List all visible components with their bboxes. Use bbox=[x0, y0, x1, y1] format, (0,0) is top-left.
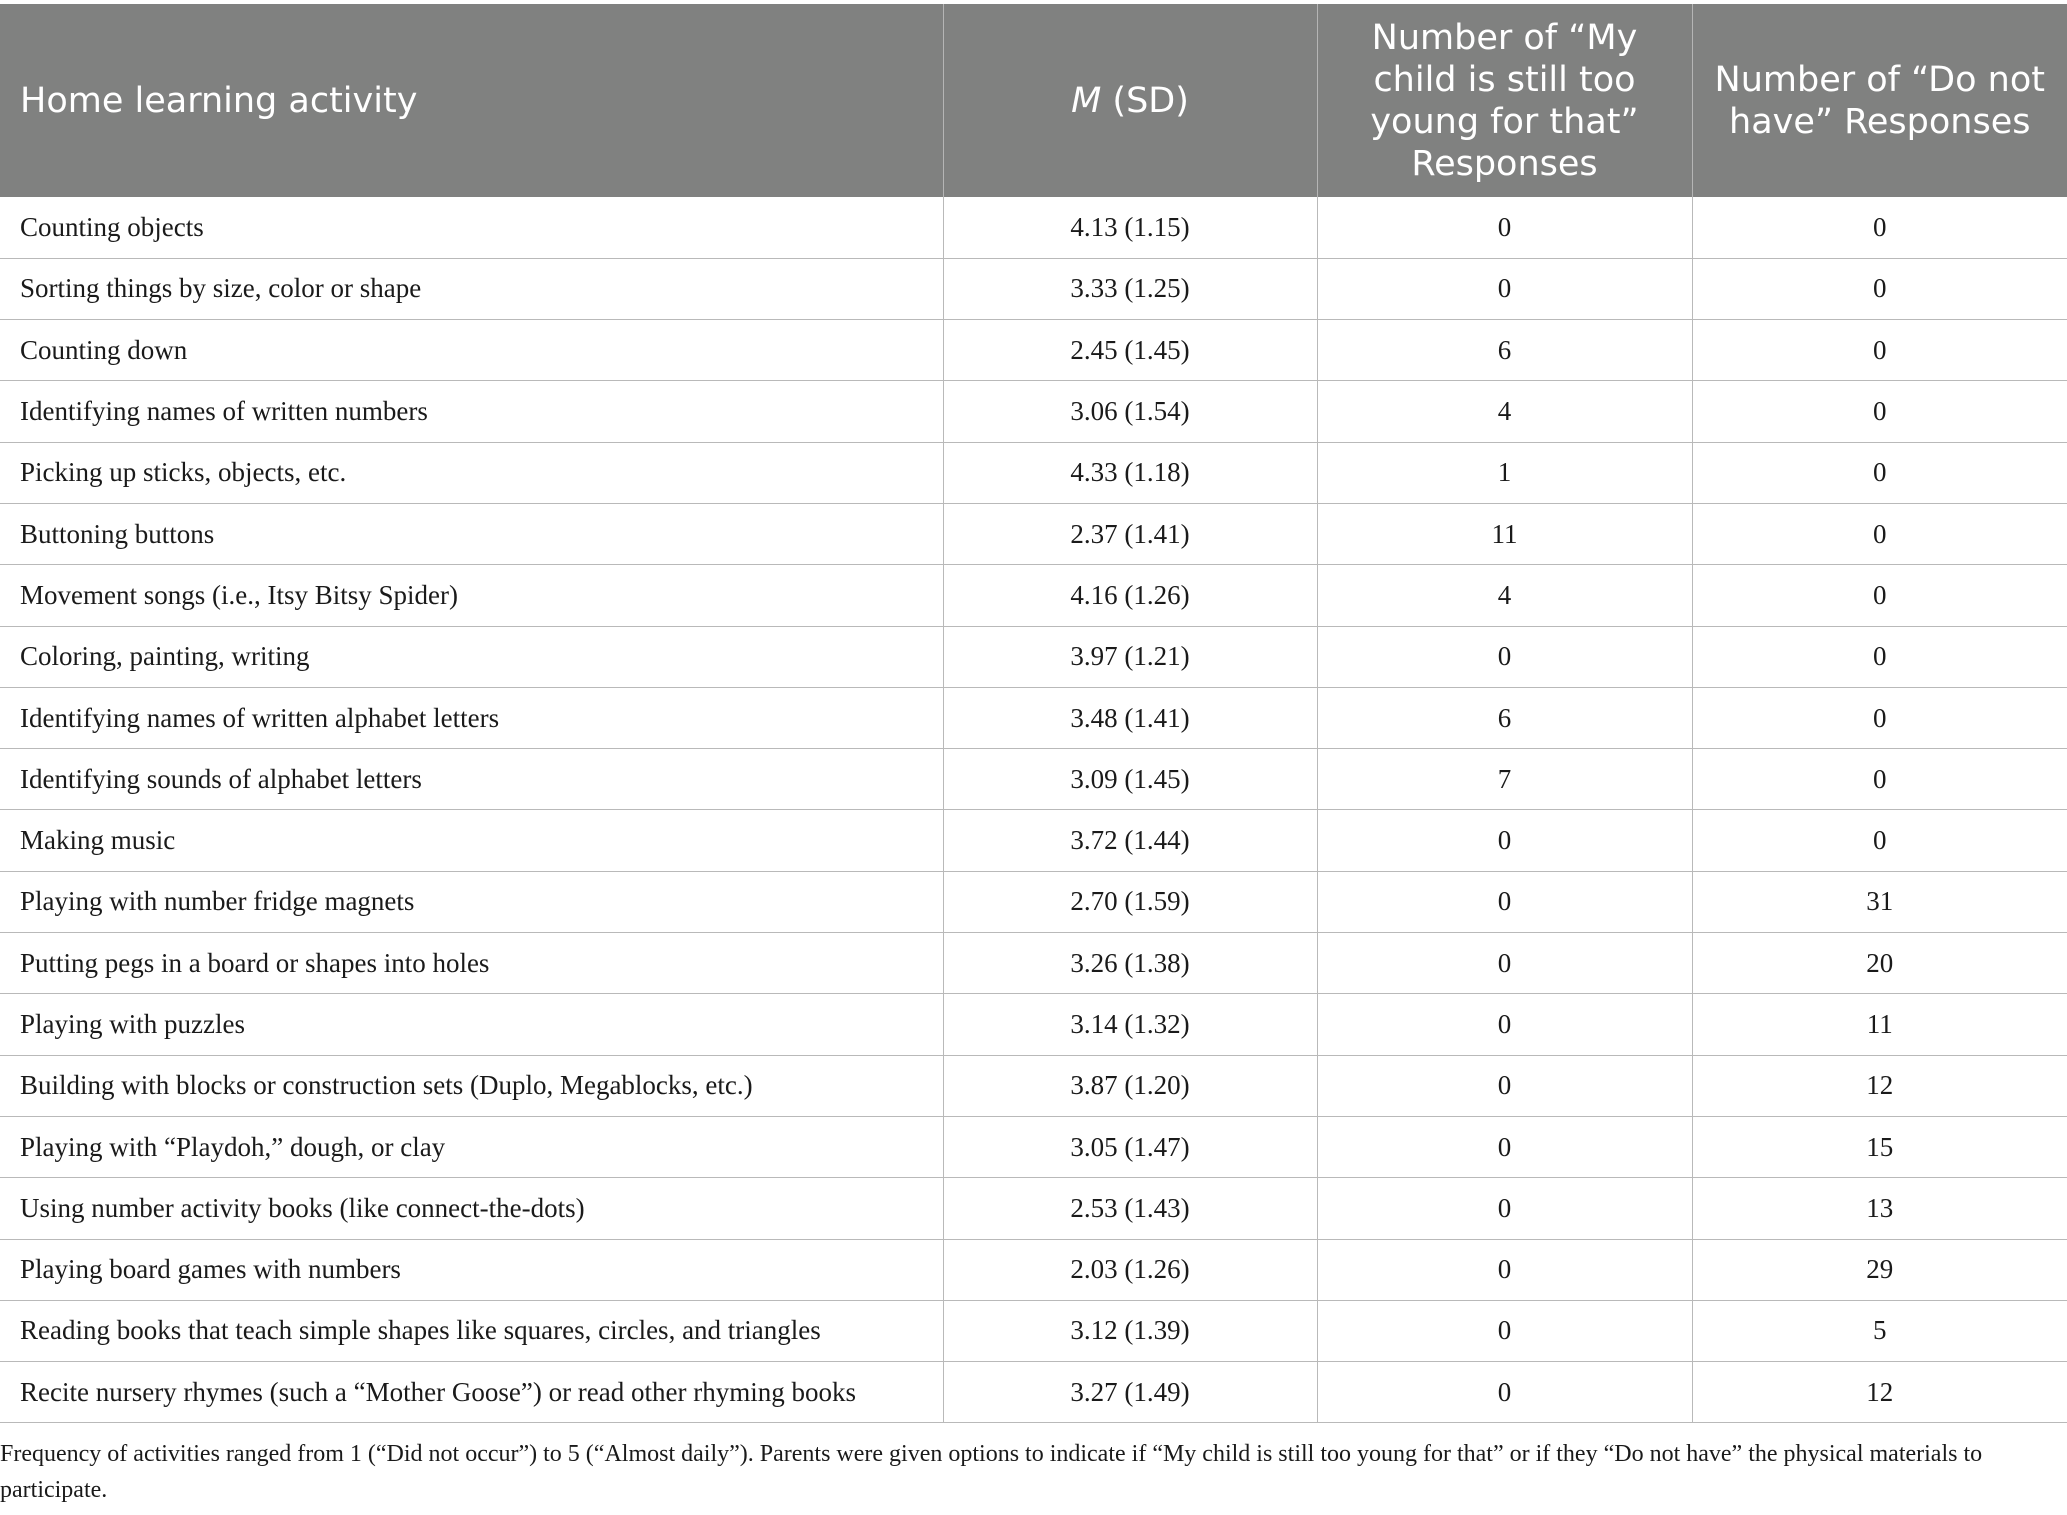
activity-cell: Building with blocks or construction sets (Duplo, Megablocks, etc.) bbox=[0, 1055, 943, 1116]
table-row bbox=[0, 810, 2067, 871]
mean-sd-cell: 3.06 (1.54) bbox=[943, 381, 1317, 442]
too-young-count-cell: 0 bbox=[1317, 1239, 1692, 1300]
mean-sd-cell: 3.97 (1.21) bbox=[943, 626, 1317, 687]
table-row bbox=[0, 503, 2067, 564]
activity-cell: Playing board games with numbers bbox=[0, 1239, 943, 1300]
activity-cell: Sorting things by size, color or shape bbox=[0, 258, 943, 319]
header-do-not-have: Number of “Do not have” Responses bbox=[1692, 4, 2067, 197]
table-row bbox=[0, 626, 2067, 687]
activity-cell: Putting pegs in a board or shapes into holes bbox=[0, 933, 943, 994]
table-row bbox=[0, 381, 2067, 442]
header-row bbox=[0, 4, 2067, 197]
table-row bbox=[0, 687, 2067, 748]
table-row bbox=[0, 933, 2067, 994]
do-not-have-count-cell: 0 bbox=[1692, 197, 2067, 258]
activity-table bbox=[0, 4, 2067, 1423]
table-row bbox=[0, 1116, 2067, 1177]
table-row bbox=[0, 258, 2067, 319]
too-young-count-cell: 0 bbox=[1317, 871, 1692, 932]
do-not-have-count-cell: 15 bbox=[1692, 1116, 2067, 1177]
table-row bbox=[0, 994, 2067, 1055]
table-container bbox=[0, 4, 2067, 1423]
mean-sd-cell: 3.27 (1.49) bbox=[943, 1362, 1317, 1423]
activity-cell: Using number activity books (like connect-the-dots) bbox=[0, 1178, 943, 1239]
table-row bbox=[0, 749, 2067, 810]
too-young-count-cell: 0 bbox=[1317, 1116, 1692, 1177]
activity-cell: Playing with number fridge magnets bbox=[0, 871, 943, 932]
activity-cell: Counting down bbox=[0, 320, 943, 381]
activity-cell: Playing with puzzles bbox=[0, 994, 943, 1055]
too-young-count-cell: 0 bbox=[1317, 1362, 1692, 1423]
too-young-count-cell: 0 bbox=[1317, 810, 1692, 871]
activity-cell: Coloring, painting, writing bbox=[0, 626, 943, 687]
mean-sd-cell: 2.45 (1.45) bbox=[943, 320, 1317, 381]
do-not-have-count-cell: 0 bbox=[1692, 503, 2067, 564]
mean-sd-cell: 4.16 (1.26) bbox=[943, 565, 1317, 626]
table-row bbox=[0, 565, 2067, 626]
too-young-count-cell: 6 bbox=[1317, 320, 1692, 381]
mean-sd-cell: 4.13 (1.15) bbox=[943, 197, 1317, 258]
do-not-have-count-cell: 31 bbox=[1692, 871, 2067, 932]
activity-cell: Buttoning buttons bbox=[0, 503, 943, 564]
activity-cell: Identifying sounds of alphabet letters bbox=[0, 749, 943, 810]
table-row bbox=[0, 197, 2067, 258]
do-not-have-count-cell: 0 bbox=[1692, 381, 2067, 442]
mean-sd-cell: 2.70 (1.59) bbox=[943, 871, 1317, 932]
too-young-count-cell: 4 bbox=[1317, 565, 1692, 626]
too-young-count-cell: 4 bbox=[1317, 381, 1692, 442]
do-not-have-count-cell: 0 bbox=[1692, 626, 2067, 687]
activity-cell: Playing with “Playdoh,” dough, or clay bbox=[0, 1116, 943, 1177]
mean-sd-cell: 3.05 (1.47) bbox=[943, 1116, 1317, 1177]
do-not-have-count-cell: 29 bbox=[1692, 1239, 2067, 1300]
activity-cell: Counting objects bbox=[0, 197, 943, 258]
do-not-have-count-cell: 0 bbox=[1692, 749, 2067, 810]
table-row bbox=[0, 1239, 2067, 1300]
too-young-count-cell: 11 bbox=[1317, 503, 1692, 564]
table-body bbox=[0, 197, 2067, 1423]
header-activity: Home learning activity bbox=[0, 4, 943, 197]
too-young-count-cell: 0 bbox=[1317, 1055, 1692, 1116]
too-young-count-cell: 0 bbox=[1317, 197, 1692, 258]
do-not-have-count-cell: 12 bbox=[1692, 1362, 2067, 1423]
table-row bbox=[0, 871, 2067, 932]
do-not-have-count-cell: 11 bbox=[1692, 994, 2067, 1055]
table-row bbox=[0, 1362, 2067, 1423]
too-young-count-cell: 0 bbox=[1317, 1300, 1692, 1361]
mean-sd-cell: 3.09 (1.45) bbox=[943, 749, 1317, 810]
activity-cell: Picking up sticks, objects, etc. bbox=[0, 442, 943, 503]
do-not-have-count-cell: 12 bbox=[1692, 1055, 2067, 1116]
mean-sd-cell: 3.14 (1.32) bbox=[943, 994, 1317, 1055]
mean-sd-cell: 2.37 (1.41) bbox=[943, 503, 1317, 564]
table-row bbox=[0, 1178, 2067, 1239]
do-not-have-count-cell: 0 bbox=[1692, 565, 2067, 626]
table-row bbox=[0, 1300, 2067, 1361]
mean-sd-cell: 3.12 (1.39) bbox=[943, 1300, 1317, 1361]
header-too-young: Number of “My child is still too young for that” Responses bbox=[1317, 4, 1692, 197]
header-sd-label: (SD) bbox=[1101, 80, 1189, 121]
do-not-have-count-cell: 0 bbox=[1692, 810, 2067, 871]
do-not-have-count-cell: 5 bbox=[1692, 1300, 2067, 1361]
do-not-have-count-cell: 0 bbox=[1692, 687, 2067, 748]
mean-sd-cell: 3.72 (1.44) bbox=[943, 810, 1317, 871]
table-row bbox=[0, 320, 2067, 381]
mean-sd-cell: 3.48 (1.41) bbox=[943, 687, 1317, 748]
activity-cell: Reading books that teach simple shapes like squares, circles, and triangles bbox=[0, 1300, 943, 1361]
too-young-count-cell: 1 bbox=[1317, 442, 1692, 503]
header-mean-sd bbox=[943, 4, 1317, 197]
too-young-count-cell: 0 bbox=[1317, 994, 1692, 1055]
too-young-count-cell: 0 bbox=[1317, 1178, 1692, 1239]
activity-cell: Movement songs (i.e., Itsy Bitsy Spider) bbox=[0, 565, 943, 626]
too-young-count-cell: 0 bbox=[1317, 626, 1692, 687]
activity-cell: Identifying names of written numbers bbox=[0, 381, 943, 442]
do-not-have-count-cell: 0 bbox=[1692, 320, 2067, 381]
do-not-have-count-cell: 20 bbox=[1692, 933, 2067, 994]
table-row bbox=[0, 1055, 2067, 1116]
too-young-count-cell: 6 bbox=[1317, 687, 1692, 748]
too-young-count-cell: 0 bbox=[1317, 933, 1692, 994]
mean-sd-cell: 2.53 (1.43) bbox=[943, 1178, 1317, 1239]
do-not-have-count-cell: 0 bbox=[1692, 258, 2067, 319]
activity-cell: Recite nursery rhymes (such a “Mother Goose”) or read other rhyming books bbox=[0, 1362, 943, 1423]
too-young-count-cell: 7 bbox=[1317, 749, 1692, 810]
header-m-label: M bbox=[1071, 80, 1102, 121]
mean-sd-cell: 4.33 (1.18) bbox=[943, 442, 1317, 503]
mean-sd-cell: 2.03 (1.26) bbox=[943, 1239, 1317, 1300]
mean-sd-cell: 3.26 (1.38) bbox=[943, 933, 1317, 994]
do-not-have-count-cell: 0 bbox=[1692, 442, 2067, 503]
table-row bbox=[0, 442, 2067, 503]
activity-cell: Making music bbox=[0, 810, 943, 871]
table-footnote: Frequency of activities ranged from 1 (“Did not occur”) to 5 (“Almost daily”). Parents were given options to indicate if “My child is still too young for that” or if they “Do not have” the physical materials to participate. bbox=[0, 1441, 1983, 1503]
activity-cell: Identifying names of written alphabet letters bbox=[0, 687, 943, 748]
mean-sd-cell: 3.87 (1.20) bbox=[943, 1055, 1317, 1116]
too-young-count-cell: 0 bbox=[1317, 258, 1692, 319]
mean-sd-cell: 3.33 (1.25) bbox=[943, 258, 1317, 319]
do-not-have-count-cell: 13 bbox=[1692, 1178, 2067, 1239]
